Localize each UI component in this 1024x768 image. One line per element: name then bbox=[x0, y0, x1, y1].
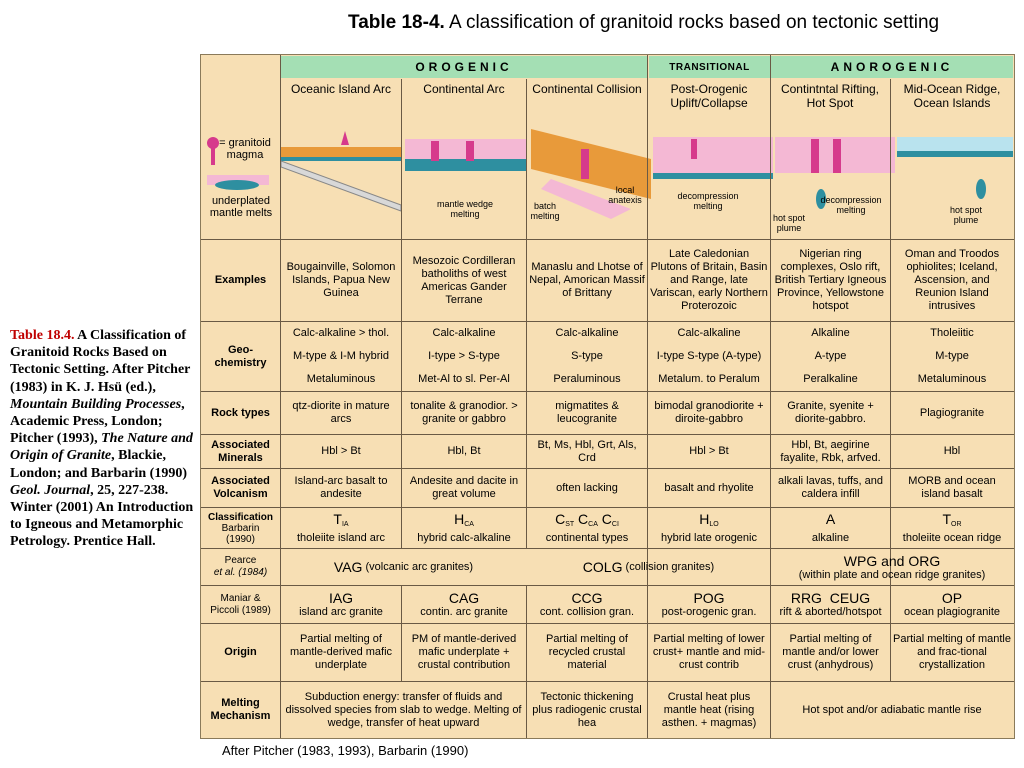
barbarin-cell bbox=[281, 508, 401, 548]
examples-cell: Oman and Troodos ophiolites; Iceland, Ascension, and Reunion Island intrusives bbox=[904, 248, 1000, 312]
examples-cell: Mesozoic Cordilleran batholiths of west Americas Gander Terrane bbox=[412, 254, 516, 306]
barbarin-subscript: IA bbox=[341, 520, 349, 528]
maniar-cell bbox=[281, 586, 401, 623]
mechanism-crustal: Crustal heat plus mantle heat (rising asthen. + magmas) bbox=[661, 690, 757, 729]
row-label-mechanism: Melting Mechanism bbox=[210, 697, 271, 722]
barbarin-symbol: C bbox=[597, 510, 612, 527]
origin-cell: Partial melting of mantle and frac-tional crystallization bbox=[893, 633, 1011, 671]
maniar-abbr: OP bbox=[941, 589, 963, 606]
label-hotspot-2: hot spot plume bbox=[949, 205, 983, 225]
barbarin-subscript: ST bbox=[565, 520, 575, 528]
row-label-examples: Examples bbox=[214, 274, 267, 286]
geochem-line: A-type bbox=[814, 350, 847, 362]
maniar-cell bbox=[648, 586, 770, 623]
pearce-wpg-abbr: WPG and ORG bbox=[843, 552, 941, 569]
barbarin-symbol: C bbox=[555, 510, 566, 527]
col-continental-rifting: Contintntal Rifting, Hot Spot bbox=[780, 82, 880, 110]
barbarin-symbol: T bbox=[942, 510, 952, 527]
label-local-anatexis: local anatexis bbox=[608, 185, 642, 205]
geochem-line: Calc-alkaline bbox=[555, 327, 619, 339]
col-post-orogenic: Post-Orogenic Uplift/Collapse bbox=[670, 82, 748, 110]
group-anorogenic: ANOROGENIC bbox=[771, 56, 1013, 78]
caption-journal: Geol. Journal bbox=[10, 482, 91, 498]
volcanism-cell: basalt and rhyolite bbox=[664, 481, 754, 494]
maniar-desc: post-orogenic gran. bbox=[661, 605, 757, 618]
geochem-cell bbox=[527, 322, 647, 391]
row-label-minerals: Associated Minerals bbox=[211, 438, 270, 464]
pearce-colg-desc: (collision granites) bbox=[625, 560, 715, 573]
barbarin-label-1: Classification bbox=[207, 511, 274, 523]
maniar-cell bbox=[527, 586, 647, 623]
barbarin-cell bbox=[648, 508, 770, 548]
geochem-line: Peraluminous bbox=[553, 373, 621, 385]
caption-text-3: , Blackie, London; and Barbarin (1990) bbox=[10, 448, 187, 481]
volcanism-cell: often lacking bbox=[556, 481, 618, 494]
origin-cell: Partial melting of mantle-derived mafic underplate bbox=[289, 633, 393, 671]
rock-cell: Granite, syenite + diorite-gabbro. bbox=[787, 400, 874, 425]
barbarin-desc: tholeiite ocean ridge bbox=[902, 531, 1002, 544]
maniar-desc: contin. arc granite bbox=[420, 605, 508, 618]
geochem-line: Metalum. to Peralum bbox=[658, 373, 760, 385]
geochem-line: S-type bbox=[571, 350, 603, 362]
maniar-abbr: CCG bbox=[571, 589, 603, 606]
maniar-label-2: Piccoli (1989) bbox=[210, 604, 271, 616]
pearce-label-2: et al. (1984) bbox=[213, 567, 268, 578]
maniar-desc: island arc granite bbox=[299, 605, 383, 618]
maniar-cell bbox=[891, 586, 1013, 623]
barbarin-cell bbox=[771, 508, 890, 548]
row-label-volcanism: Associated Volcanism bbox=[211, 475, 270, 500]
table-number: Table 18-4. bbox=[348, 12, 445, 33]
minerals-cell: Hbl bbox=[943, 445, 961, 457]
barbarin-desc: continental types bbox=[545, 531, 629, 544]
geochem-line: Peralkaline bbox=[803, 373, 858, 385]
row-label-barbarin bbox=[201, 508, 280, 548]
col-oceanic-island-arc: Oceanic Island Arc bbox=[290, 82, 392, 96]
caption-text-1: A Classification of Granitoid Rocks Based on Tectonic Setting. After Pitcher (1983) in K. J. Hsü (ed.), bbox=[10, 328, 191, 395]
row-label-geochemistry: Geo-chemistry bbox=[214, 343, 267, 369]
examples-cell: Late Caledonian Plutons of Britain, Basin and Range, late Variscan, early Northern Proterozoic bbox=[650, 248, 768, 312]
pearce-label-1: Pearce bbox=[224, 555, 257, 566]
minerals-cell: Hbl, Bt, aegirine fayalite, Rbk, arfved. bbox=[780, 438, 881, 464]
geochem-line: Metaluminous bbox=[917, 373, 987, 385]
barbarin-cell bbox=[527, 508, 647, 548]
label-decompression-1: decompression melting bbox=[677, 191, 739, 211]
geochem-line: Met-Al to sl. Per-Al bbox=[418, 373, 510, 385]
barbarin-subscript: OR bbox=[951, 520, 962, 528]
underplated-legend-icon bbox=[207, 173, 273, 195]
mechanism-hotspot: Hot spot and/or adiabatic mantle rise bbox=[802, 703, 982, 716]
row-label-pearce bbox=[201, 549, 280, 585]
geochem-line: Calc-alkaline > thol. bbox=[292, 327, 390, 339]
maniar-abbr: RRG CEUG bbox=[790, 589, 871, 606]
pearce-vag bbox=[281, 549, 526, 585]
row-label-maniar bbox=[201, 586, 280, 623]
minerals-cell: Bt, Ms, Hbl, Grt, Als, Crd bbox=[537, 438, 637, 464]
barbarin-cell bbox=[891, 508, 1013, 548]
origin-cell: Partial melting of mantle and/or lower crust (anhydrous) bbox=[782, 633, 879, 671]
examples-cell: Bougainville, Solomon Islands, Papua New Guinea bbox=[286, 261, 396, 299]
rock-cell: tonalite & granodior. > granite or gabbro bbox=[410, 400, 518, 425]
caption-book-2: The Nature and Origin of Granite bbox=[10, 431, 193, 464]
caption-book-1: Mountain Building Processes bbox=[10, 396, 182, 412]
pearce-vag-abbr: VAG bbox=[333, 558, 363, 575]
minerals-cell: Hbl > Bt bbox=[689, 445, 729, 457]
row-label-origin: Origin bbox=[224, 646, 257, 658]
barbarin-symbol: T bbox=[333, 510, 342, 527]
origin-cell: PM of mantle-derived mafic underplate + crustal contribution bbox=[411, 633, 517, 671]
geochem-line: I-type S-type (A-type) bbox=[656, 350, 762, 362]
group-orogenic: OROGENIC bbox=[280, 56, 648, 78]
examples-cell: Manaslu and Lhotse of Nepal, Amorican Massif of Brittany bbox=[529, 261, 645, 299]
pearce-wpg-desc: (within plate and ocean ridge granites) bbox=[798, 568, 986, 581]
volcanism-cell: alkali lavas, tuffs, and caldera infill bbox=[778, 475, 883, 500]
barbarin-subscript: LO bbox=[709, 520, 719, 528]
geochem-line: Calc-alkaline bbox=[677, 327, 741, 339]
minerals-cell: Hbl, Bt bbox=[447, 445, 481, 457]
maniar-abbr: IAG bbox=[328, 589, 354, 606]
maniar-desc: cont. collision gran. bbox=[539, 605, 635, 618]
slide-caption bbox=[10, 327, 195, 551]
geochem-cell bbox=[771, 322, 890, 391]
volcanism-cell: MORB and ocean island basalt bbox=[908, 475, 996, 500]
table-title bbox=[348, 12, 939, 34]
geochem-cell bbox=[648, 322, 770, 391]
label-mantle-wedge: mantle wedge melting bbox=[436, 199, 494, 219]
table-title-text: A classification of granitoid rocks based on tectonic setting bbox=[444, 12, 940, 33]
geochem-line: Tholeiitic bbox=[930, 327, 974, 339]
label-decompression-2: decompression melting bbox=[820, 195, 882, 215]
rock-cell: bimodal granodiorite + diroite-gabbro bbox=[654, 400, 764, 425]
geochem-line: M-type bbox=[935, 350, 969, 362]
barbarin-subscript: CA bbox=[588, 520, 598, 528]
maniar-abbr: CAG bbox=[448, 589, 480, 606]
label-batch: batch melting bbox=[530, 201, 560, 221]
barbarin-symbol: H bbox=[699, 510, 710, 527]
barbarin-label-2: Barbarin bbox=[221, 522, 260, 534]
geochem-line: I-type > S-type bbox=[428, 350, 500, 362]
barbarin-desc: alkaline bbox=[811, 531, 850, 544]
pearce-colg-abbr: COLG bbox=[582, 558, 623, 575]
col-continental-collision: Continental Collision bbox=[532, 82, 642, 96]
caption-text-4: , 25, 227-238. Winter (2001) An Introduction to Igneous and Metamorphic Petrology. Prentice Hall. bbox=[10, 482, 194, 550]
barbarin-desc: hybrid calc-alkaline bbox=[417, 531, 511, 544]
maniar-cell bbox=[402, 586, 526, 623]
barbarin-symbol: C bbox=[574, 510, 589, 527]
origin-cell: Partial melting of recycled crustal material bbox=[546, 633, 628, 671]
barbarin-symbol: A bbox=[825, 510, 836, 527]
pearce-wpg bbox=[771, 549, 1013, 585]
col-continental-arc: Continental Arc bbox=[423, 82, 505, 96]
barbarin-desc: tholeiite island arc bbox=[296, 531, 386, 544]
barbarin-symbol: H bbox=[454, 510, 465, 527]
mechanism-tectonic: Tectonic thickening plus radiogenic crustal hea bbox=[532, 690, 642, 729]
caption-text-2: , Academic Press, London; Pitcher (1993), bbox=[10, 396, 185, 447]
origin-cell: Partial melting of lower crust+ mantle and mid-crust contrib bbox=[652, 633, 766, 671]
maniar-desc: ocean plagiogranite bbox=[903, 605, 1001, 618]
maniar-abbr: POG bbox=[693, 589, 725, 606]
maniar-label-1: Maniar & bbox=[220, 592, 261, 604]
examples-cell: Nigerian ring complexes, Oslo rift, British Tertiary Igneous Province, Yellowstone hotspot bbox=[774, 248, 887, 312]
barbarin-subscript: CA bbox=[464, 520, 474, 528]
source-credit: After Pitcher (1983, 1993), Barbarin (1990) bbox=[222, 743, 469, 758]
volcanism-cell: Island-arc basalt to andesite bbox=[294, 475, 388, 500]
pearce-vag-desc: (volcanic arc granites) bbox=[365, 560, 474, 573]
geochem-cell bbox=[891, 322, 1013, 391]
barbarin-label-3: (1990) bbox=[226, 533, 255, 545]
legend-underplated: underplated mantle melts bbox=[209, 195, 273, 219]
mechanism-subduction: Subduction energy: transfer of fluids and dissolved species from slab to wedge. Melting of wedge, transfer of heat upward bbox=[285, 690, 522, 729]
rock-cell: migmatites & leucogranite bbox=[555, 400, 619, 425]
legend-magma: = granitoid magma bbox=[219, 137, 271, 161]
volcanism-cell: Andesite and dacite in great volume bbox=[409, 475, 519, 500]
maniar-cell bbox=[771, 586, 890, 623]
geochem-line: Alkaline bbox=[811, 327, 850, 339]
label-hotspot-1: hot spot plume bbox=[772, 213, 806, 233]
pearce-colg bbox=[527, 549, 770, 585]
caption-label: Table 18.4. bbox=[10, 328, 75, 343]
geochem-line: M-type & I-M hybrid bbox=[293, 350, 389, 362]
geochem-line: Calc-alkaline bbox=[432, 327, 496, 339]
barbarin-subscript: CI bbox=[611, 520, 619, 528]
group-transitional: TRANSITIONAL bbox=[649, 56, 770, 78]
geochem-line: Metaluminous bbox=[306, 373, 376, 385]
col-mid-ocean-ridge: Mid-Ocean Ridge, Ocean Islands bbox=[903, 82, 1001, 110]
row-label-rock-types: Rock types bbox=[211, 406, 270, 419]
maniar-desc: rift & aborted/hotspot bbox=[779, 605, 882, 618]
rock-cell: Plagiogranite bbox=[919, 406, 985, 419]
barbarin-cell bbox=[402, 508, 526, 548]
rock-cell: qtz-diorite in mature arcs bbox=[292, 400, 390, 425]
geochem-cell bbox=[402, 322, 526, 391]
barbarin-desc: hybrid late orogenic bbox=[660, 531, 757, 544]
classification-table bbox=[200, 54, 1015, 739]
geochem-cell bbox=[281, 322, 401, 391]
minerals-cell: Hbl > Bt bbox=[321, 445, 361, 457]
